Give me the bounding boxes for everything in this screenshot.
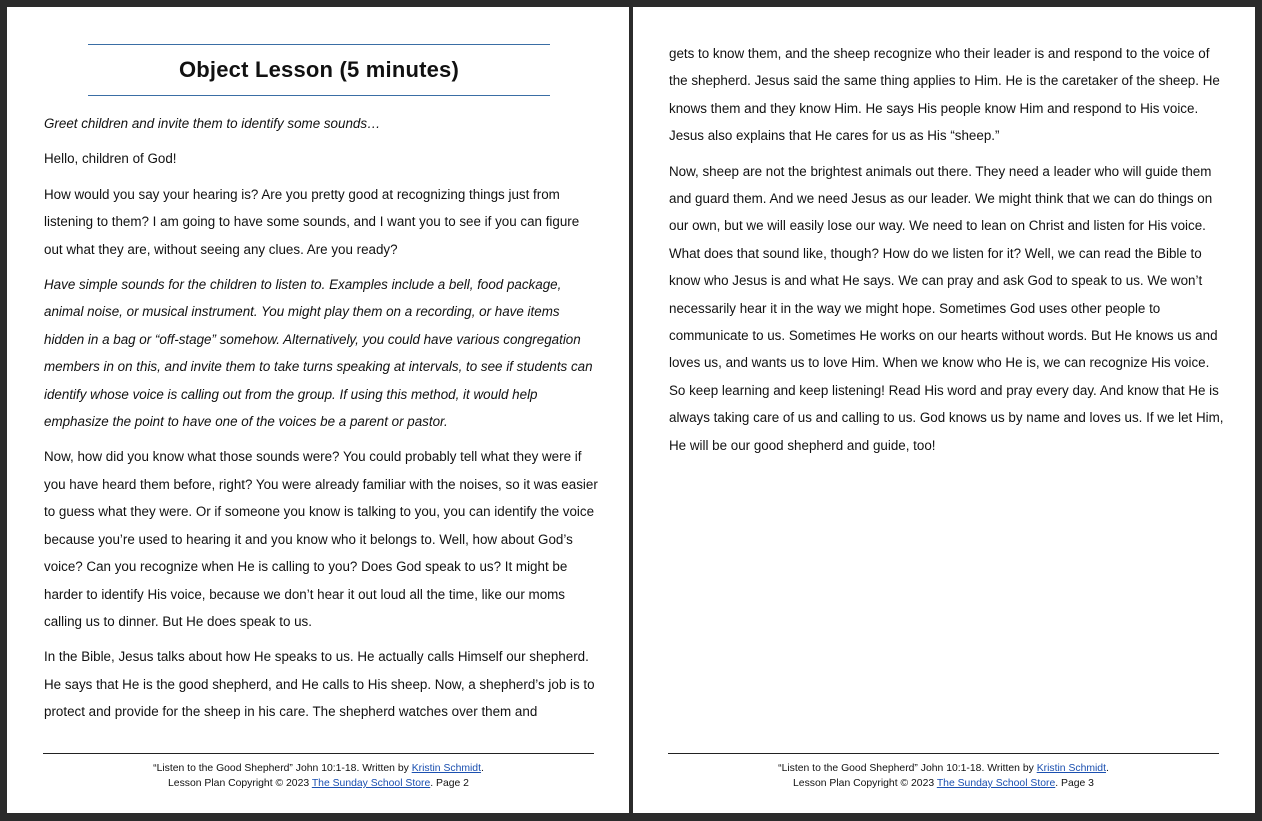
paragraph: In the Bible, Jesus talks about how He speaks to us. He actually calls Himself our shepherd. He says that He is the good shepherd, and He calls to His sheep. Now, a shepherd’s job is to protect and provide for the sheep in his care. The shepherd watches over them and (44, 649, 595, 720)
title-top-rule (88, 44, 550, 45)
footer-rule (668, 753, 1219, 754)
document-page-2 (7, 7, 629, 813)
author-link[interactable]: Kristin Schmidt (1036, 763, 1106, 774)
lesson-body-text (669, 40, 1225, 467)
store-link[interactable]: The Sunday School Store (936, 778, 1056, 789)
paragraph: Now, how did you know what those sounds were? You could probably tell what they were if you have heard them before, right? You were already familiar with the noises, so it was easier to guess what they were. Or if someone you know is talking to you, you can identify the voice because you’re used to hearing it and you know who it belongs to. Well, how about God’s voice? Can you recognize when He is calling to you? Does God speak to us? It might be harder to identify His voice, because we don’t hear it out loud all the time, like our moms calling us to dinner. But He does speak to us. (44, 449, 598, 629)
paragraph: How would you say your hearing is? Are you pretty good at recognizing things just from listening to them? I am going to have some sounds, and I want you to see if you can figure out what they are, without seeing any clues. Are you ready? (44, 186, 580, 257)
title-bottom-rule (88, 95, 550, 96)
page-number: . Page 3 (1055, 778, 1094, 789)
page-title: Object Lesson (5 minutes) (178, 57, 460, 82)
footer-punctuation: . (480, 763, 484, 774)
page-footer (43, 761, 594, 791)
author-link[interactable]: Kristin Schmidt (411, 763, 481, 774)
footer-copyright: Lesson Plan Copyright © 2023 (168, 778, 312, 789)
page-footer (668, 761, 1219, 791)
footer-line-1 (43, 761, 594, 776)
store-link[interactable]: The Sunday School Store (311, 778, 431, 789)
footer-punctuation: . (1105, 763, 1109, 774)
footer-line-2 (43, 776, 594, 791)
document-page-3 (633, 7, 1255, 813)
paragraph: gets to know them, and the sheep recognize who their leader is and respond to the voice of the shepherd. Jesus said the same thing applies to Him. He is the caretaker of the sheep. He knows them and they know Him. He says His people know Him and respond to His voice. Jesus also explains that He cares for us as His “sheep.” (669, 46, 1220, 144)
lesson-body-text (44, 110, 599, 734)
paragraph: Have simple sounds for the children to listen to. Examples include a bell, food package, animal noise, or musical instrument. You might play them on a recording, or have items hidden in a bag or “off-stage” somehow. Alternatively, you could have various congregation members in on this, and invite them to take turns speaking at intervals, to see if students can identify whose voice is calling out from the group. If using this method, it would help emphasize the point to have one of the voices be a parent or pastor. (44, 277, 593, 430)
footer-line-1 (668, 761, 1219, 776)
paragraph: Greet children and invite them to identify some sounds… (44, 116, 381, 131)
footer-citation: “Listen to the Good Shepherd” John 10:1-18. Written by (778, 763, 1037, 774)
footer-copyright: Lesson Plan Copyright © 2023 (793, 778, 937, 789)
footer-citation: “Listen to the Good Shepherd” John 10:1-18. Written by (153, 763, 412, 774)
footer-line-2 (668, 776, 1219, 791)
footer-rule (43, 753, 594, 754)
page-number: . Page 2 (430, 778, 469, 789)
paragraph: Hello, children of God! (44, 151, 177, 167)
paragraph: Now, sheep are not the brightest animals out there. They need a leader who will guide them and guard them. And we need Jesus as our leader. We might think that we can do things on our own, but we will easily lose our way. We need to lean on Christ and listen for His voice. What does that sound like, though? How do we listen for it? Well, we can read the Bible to know who Jesus is and what He says. We can pray and ask God to speak to us. We won’t necessarily hear it in the way we might hope. Sometimes God uses other people to communicate to us. Sometimes He works on our hearts without words. But He knows us and loves us, and wants us to love Him. When we know who He is, we can recognize His voice. So keep learning and keep listening! Read His word and pray every day. And know that He is always taking care of us and calling to us. God knows us by name and loves us. If we let Him, He will be our good shepherd and guide, too! (669, 163, 1224, 453)
